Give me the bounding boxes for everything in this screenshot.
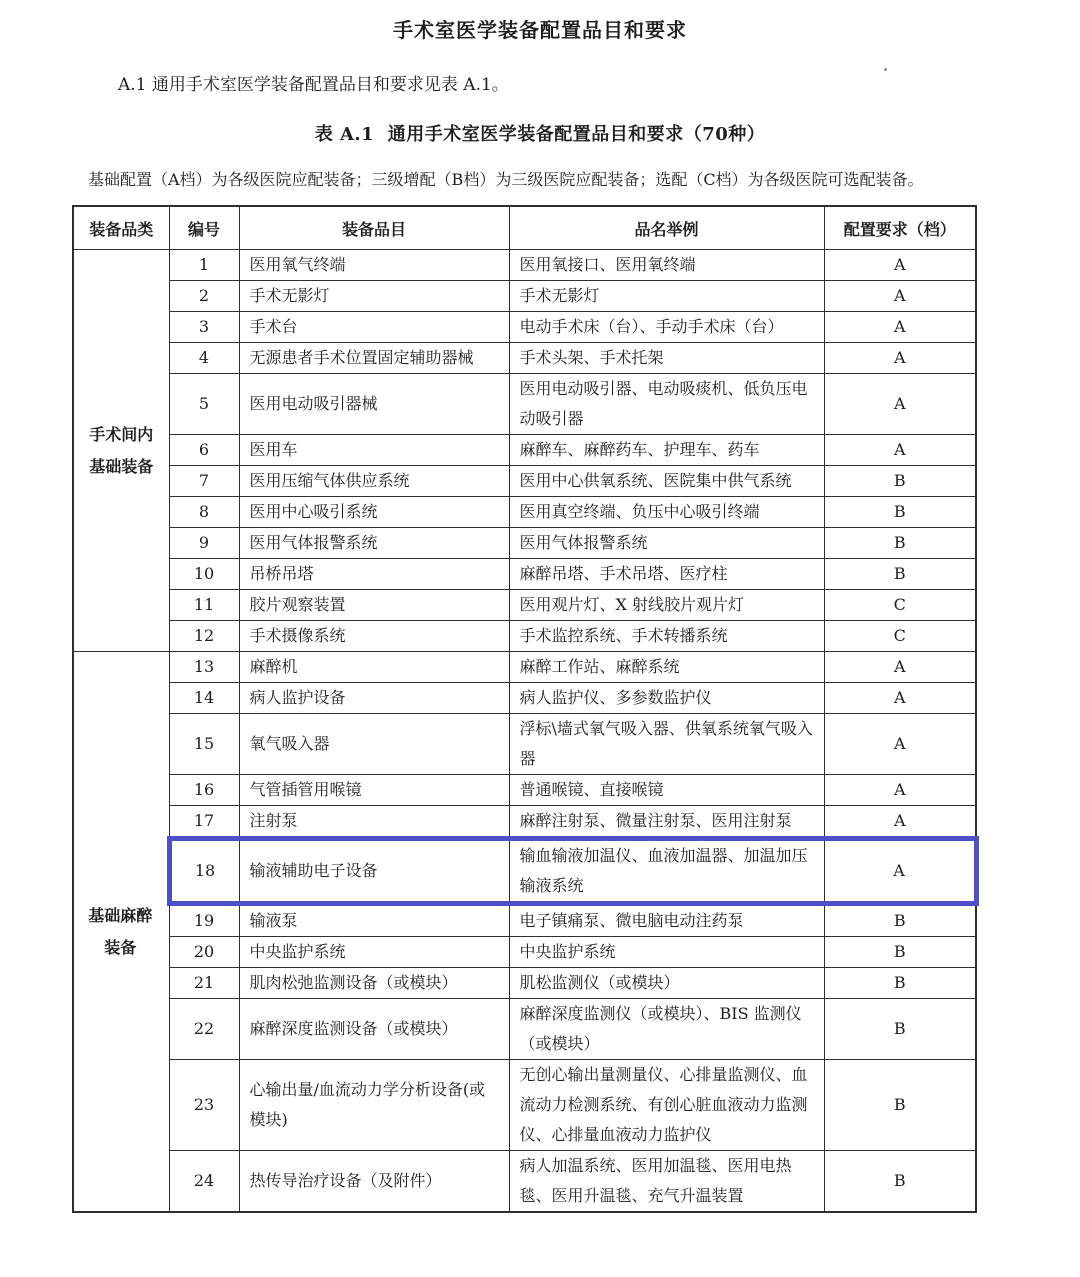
cell-item: 中央监护系统	[239, 937, 509, 968]
cell-item: 手术摄像系统	[239, 621, 509, 652]
cell-grade: B	[824, 559, 976, 590]
cell-no: 15	[169, 714, 239, 775]
cell-grade: A	[824, 343, 976, 374]
cell-grade: B	[824, 1151, 976, 1213]
cell-grade: C	[824, 621, 976, 652]
cell-no: 7	[169, 466, 239, 497]
cell-item: 气管插管用喉镜	[239, 775, 509, 806]
table-row	[73, 621, 976, 652]
column-header: 配置要求（档）	[824, 206, 976, 250]
cell-item: 肌肉松弛监测设备（或模块）	[239, 968, 509, 999]
cell-no: 17	[169, 806, 239, 839]
cell-item: 病人监护设备	[239, 683, 509, 714]
table-caption: 表 A.1 通用手术室医学装备配置品目和要求（70种）	[314, 124, 766, 145]
table-row	[73, 968, 976, 999]
cell-grade: B	[824, 937, 976, 968]
table-row	[73, 806, 976, 839]
document-title: 手术室医学装备配置品目和要求	[393, 18, 687, 42]
cell-grade: B	[824, 904, 976, 937]
cell-grade: A	[824, 281, 976, 312]
table-row	[73, 559, 976, 590]
table-row	[73, 775, 976, 806]
table-row	[73, 999, 976, 1060]
column-header: 装备品目	[239, 206, 509, 250]
cell-no: 14	[169, 683, 239, 714]
cell-examples: 麻醉吊塔、手术吊塔、医疗柱	[509, 559, 824, 590]
cell-item: 输液辅助电子设备	[239, 839, 509, 904]
cell-examples: 病人加温系统、医用加温毯、医用电热毯、医用升温毯、充气升温装置	[509, 1151, 824, 1213]
cell-examples: 中央监护系统	[509, 937, 824, 968]
equipment-table	[72, 205, 979, 1213]
cell-examples: 医用观片灯、X 射线胶片观片灯	[509, 590, 824, 621]
cell-item: 麻醉机	[239, 652, 509, 683]
cell-item: 无源患者手术位置固定辅助器械	[239, 343, 509, 374]
column-header: 品名举例	[509, 206, 824, 250]
table-row	[73, 466, 976, 497]
table-row	[73, 281, 976, 312]
cell-examples: 手术无影灯	[509, 281, 824, 312]
category-label: 基础麻醉装备	[88, 905, 153, 957]
cell-examples: 医用气体报警系统	[509, 528, 824, 559]
cell-item: 医用压缩气体供应系统	[239, 466, 509, 497]
cell-grade: C	[824, 590, 976, 621]
cell-examples: 医用真空终端、负压中心吸引终端	[509, 497, 824, 528]
cell-examples: 手术头架、手术托架	[509, 343, 824, 374]
cell-examples: 无创心输出量测量仪、心排量监测仪、血流动力检测系统、有创心脏血液动力监测仪、心排量血液动力监护仪	[509, 1060, 824, 1151]
header-row	[73, 206, 976, 250]
cell-grade: A	[824, 374, 976, 435]
cell-item: 氧气吸入器	[239, 714, 509, 775]
cell-item: 手术台	[239, 312, 509, 343]
category-label: 手术间内基础装备	[89, 424, 154, 476]
cell-no: 13	[169, 652, 239, 683]
cell-item: 医用车	[239, 435, 509, 466]
cell-item: 医用中心吸引系统	[239, 497, 509, 528]
table-row	[73, 904, 976, 937]
table-body	[73, 250, 976, 1213]
cell-examples: 医用中心供氧系统、医院集中供气系统	[509, 466, 824, 497]
cell-grade: A	[824, 312, 976, 343]
cell-grade: B	[824, 968, 976, 999]
cell-no: 3	[169, 312, 239, 343]
cell-item: 手术无影灯	[239, 281, 509, 312]
cell-no: 22	[169, 999, 239, 1060]
cell-item: 输液泵	[239, 904, 509, 937]
cell-examples: 医用氧接口、医用氧终端	[509, 250, 824, 281]
table-note: 基础配置（A档）为各级医院应配装备；三级增配（B档）为三级医院应配装备；选配（C档）为各级医院可选配装备。	[88, 170, 924, 189]
clause-a1: A.1 通用手术室医学装备配置品目和要求见表 A.1。	[118, 75, 509, 95]
cell-grade: B	[824, 1060, 976, 1151]
cell-category	[73, 652, 169, 1213]
cell-no: 23	[169, 1060, 239, 1151]
column-header: 编号	[169, 206, 239, 250]
table-row	[73, 435, 976, 466]
table-row	[73, 652, 976, 683]
cell-grade: A	[824, 652, 976, 683]
cell-examples: 浮标\墙式氧气吸入器、供氧系统氧气吸入器	[509, 714, 824, 775]
cell-examples: 麻醉车、麻醉药车、护理车、药车	[509, 435, 824, 466]
cell-no: 24	[169, 1151, 239, 1213]
cell-no: 9	[169, 528, 239, 559]
table-row	[73, 497, 976, 528]
cell-grade: A	[824, 839, 976, 904]
cell-no: 4	[169, 343, 239, 374]
cell-item: 注射泵	[239, 806, 509, 839]
table-row	[73, 312, 976, 343]
cell-category	[73, 250, 169, 652]
cell-examples: 电子镇痛泵、微电脑电动注药泵	[509, 904, 824, 937]
cell-no: 12	[169, 621, 239, 652]
cell-no: 16	[169, 775, 239, 806]
scan-speck	[884, 68, 887, 71]
cell-item: 吊桥吊塔	[239, 559, 509, 590]
table-row	[73, 1151, 976, 1213]
cell-no: 21	[169, 968, 239, 999]
cell-item: 热传导治疗设备（及附件）	[239, 1151, 509, 1213]
cell-no: 6	[169, 435, 239, 466]
cell-item: 心输出量/血流动力学分析设备(或模块)	[239, 1060, 509, 1151]
cell-examples: 医用电动吸引器、电动吸痰机、低负压电动吸引器	[509, 374, 824, 435]
cell-no: 11	[169, 590, 239, 621]
table-row	[73, 343, 976, 374]
cell-no: 18	[169, 839, 239, 904]
cell-examples: 电动手术床（台）、手动手术床（台）	[509, 312, 824, 343]
cell-item: 胶片观察装置	[239, 590, 509, 621]
table-row	[73, 937, 976, 968]
cell-grade: B	[824, 999, 976, 1060]
cell-grade: B	[824, 497, 976, 528]
cell-no: 10	[169, 559, 239, 590]
cell-no: 2	[169, 281, 239, 312]
cell-grade: A	[824, 435, 976, 466]
cell-examples: 麻醉注射泵、微量注射泵、医用注射泵	[509, 806, 824, 839]
cell-examples: 麻醉工作站、麻醉系统	[509, 652, 824, 683]
cell-item: 医用电动吸引器械	[239, 374, 509, 435]
table-row	[73, 374, 976, 435]
cell-grade: A	[824, 250, 976, 281]
table-row	[73, 839, 976, 904]
cell-no: 1	[169, 250, 239, 281]
cell-no: 8	[169, 497, 239, 528]
cell-no: 20	[169, 937, 239, 968]
cell-examples: 病人监护仪、多参数监护仪	[509, 683, 824, 714]
cell-item: 麻醉深度监测设备（或模块）	[239, 999, 509, 1060]
cell-grade: A	[824, 775, 976, 806]
cell-grade: A	[824, 683, 976, 714]
column-header: 装备品类	[73, 206, 169, 250]
cell-item: 医用气体报警系统	[239, 528, 509, 559]
cell-no: 5	[169, 374, 239, 435]
cell-item: 医用氧气终端	[239, 250, 509, 281]
cell-examples: 肌松监测仪（或模块）	[509, 968, 824, 999]
cell-grade: A	[824, 806, 976, 839]
table-row	[73, 528, 976, 559]
table-row	[73, 1060, 976, 1151]
table-row	[73, 683, 976, 714]
cell-examples: 普通喉镜、直接喉镜	[509, 775, 824, 806]
table-row	[73, 250, 976, 281]
cell-grade: B	[824, 528, 976, 559]
cell-examples: 手术监控系统、手术转播系统	[509, 621, 824, 652]
cell-grade: B	[824, 466, 976, 497]
table-row	[73, 590, 976, 621]
cell-examples: 输血输液加温仪、血液加温器、加温加压输液系统	[509, 839, 824, 904]
table-row	[73, 714, 976, 775]
cell-no: 19	[169, 904, 239, 937]
cell-grade: A	[824, 714, 976, 775]
cell-examples: 麻醉深度监测仪（或模块）、BIS 监测仪（或模块）	[509, 999, 824, 1060]
